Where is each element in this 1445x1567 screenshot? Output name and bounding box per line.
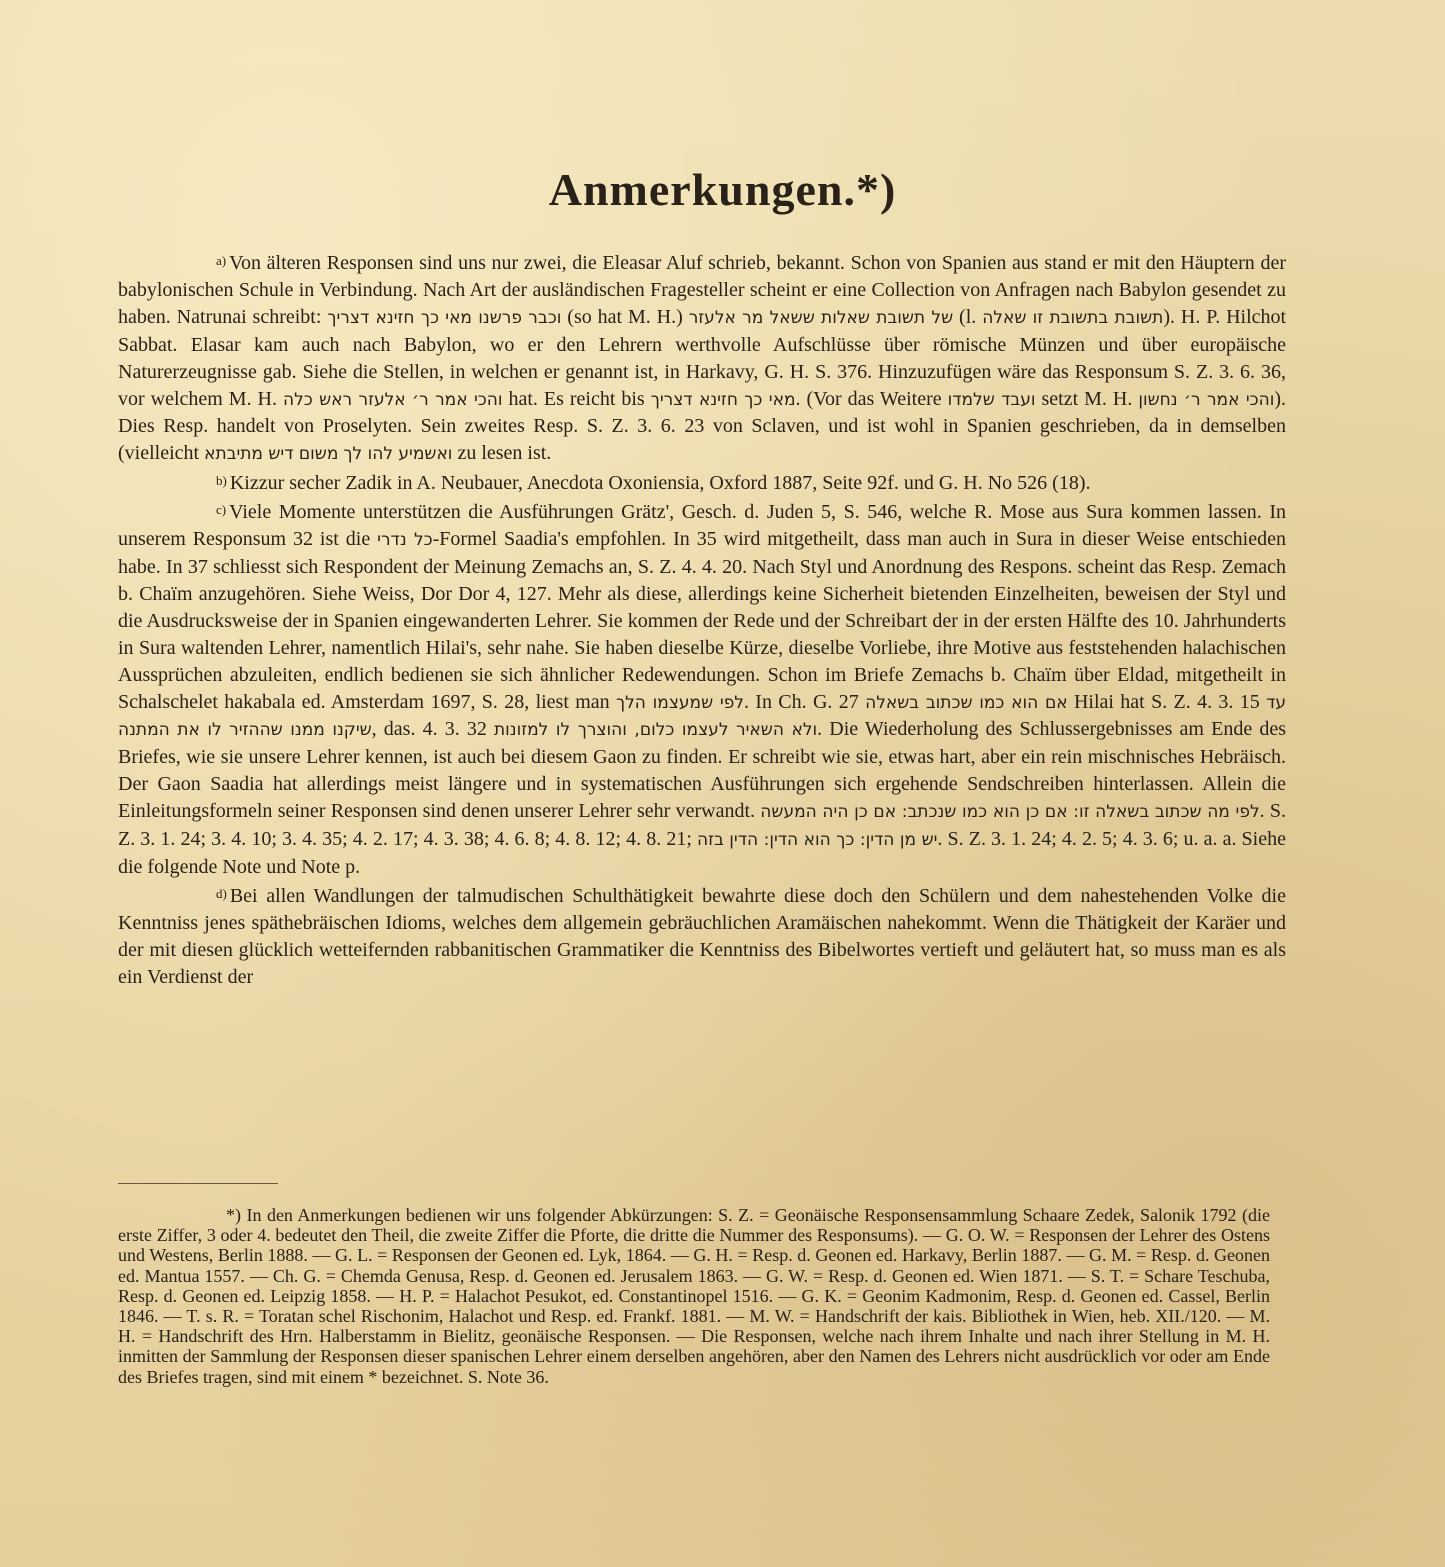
note-d [118,881,1286,991]
footnote [118,1205,1270,1387]
page-title: Anmerkungen.*) [548,163,897,215]
note-text: . In Ch. G. 27 [743,690,859,713]
hebrew-quote: וכבר פרשנו מאי כך חזינא דצריך [327,307,562,328]
note-text: Kizzur secher Zadik in A. Neubauer, Anecdota Oxoniensia, Oxford 1887, Seite 92f. und G. H. No 526 (18). [229,472,1091,495]
note-text: . S. Z. 3. 1. 24; 3. 4. 10; 3. 4. 35; 4. 2. 17; 4. 3. 38; 4. 6. 8; 4. 8. 12; 4. 8. 21; [118,800,1287,851]
note-marker: c) [216,502,227,518]
footnote-text: *) In den Anmerkungen bedienen wir uns folgender Abkürzungen: S. Z. = Geonäische Responsensammlung Schaare Zedek, Salonik 1792 (die erste Ziffer, 3 oder 4. bedeutet den Theil, die zweite Ziffer die Pforte, die dritte die Nummer des Responsums). — G. O. W. = Responsen der Lehrer des Ostens und Westens, Berlin 1888. — G. L. = Responsen der Geonen ed. Lyk, 1864. — G. H. = Resp. d. Geonen ed. Harkavy, Berlin 1887. — G. M. = Resp. d. Geonen ed. Mantua 1557. — Ch. G. = Chemda Genusa, Resp. d. Geonen ed. Jerusalem 1863. — G. W. = Resp. d. Geonen ed. Wien 1871. — S. T. = Schare Teschuba, Resp. d. Geonen ed. Leipzig 1858. — H. P. = Halachot Pesukot, ed. Constantinopel 1516. — G. K. = Geonim Kadmonim, Resp. d. Geonen ed. Cassel, Berlin 1846. — T. s. R. = Toratan schel Rischonim, Halachot und Resp. ed. Frankf. 1881. — M. W. = Handschrift der kais. Bibliothek in Wien, heb. XII./120. — M. H. = Handschrift des Hrn. Halberstamm in Bielitz, geonäische Responsen. — Die Responsen, welche nach ihrem Inhalte und nach ihrer Stellung in M. H. inmitten der Sammlung der Responsen dieser spanischen Lehrer einem derselben angehören, aber den Namen des Lehrers nicht ausdrücklich vor oder am Ende des Briefes tragen, sind mit einem * bezeichnet. S. Note 36. [118,1205,1270,1387]
note-text: Hilai hat S. Z. 4. 3. 15 [1073,690,1260,713]
note-a [118,248,1286,468]
hebrew-quote: של תשובת שאלות ששאל מר אלעזר [688,307,954,328]
footnote-divider [118,1183,278,1184]
hebrew-quote: והכי אמר ר׳ נחשון [1138,389,1275,410]
note-b [118,468,1286,497]
hebrew-quote: ועבד שלמדו [947,389,1036,410]
hebrew-quote: משום דיש מתיבתא [204,444,339,465]
hebrew-quote: יש מן הדין: כך הוא הדין: הדין בזה [696,830,938,851]
note-marker: b) [216,473,227,489]
note-text: zu lesen ist. [457,442,552,465]
hebrew-quote: ואשמיע להו לך [343,444,453,465]
hebrew-quote: תשובת בתשובת זו שאלה [982,307,1164,328]
note-text: -Formel Saadia's empfohlen. In 35 wird mitgetheilt, dass man auch in Sura in dieser Weise entschieden habe. In 37 schliesst sich Respondent der Meinung Zemachs an, S. Z. 4. 4. 20. Nach Styl und Anordnung des Respons. scheint das Resp. Zemach b. Chaïm anzugehören. Siehe Weiss, Dor Dor 4, 127. Mehr als diese, allerdings keine Sicherheit bietenden Einzelheiten, beweisen der Styl und die Ausdrucksweise der in Spanien eingewanderten Lehrer. Sie kommen der Rede und der Schreibart der in der ersten Hälfte des 10. Jahrhunderts in Sura waltenden Lehrer, namentlich Hilai's, sehr nahe. Sie haben dieselbe Kürze, dieselbe Vorliebe, ihre Motive aus feststehenden halachischen Aussprüchen abzuleiten, endlich bedienen sie sich ähnlicher Redewendungen. Schon im Briefe Zemachs b. Chaïm über Eldad, mitgetheilt in Schalschelet hakabala ed. Amsterdam 1697, S. 28, liest man [118,528,1286,713]
hebrew-quote: לפי שמעצמו הלך [616,692,744,713]
note-text: Viele Momente unterstützen die Ausführungen Grätz', Gesch. d. Juden 5, S. 546, welche R. Mose aus Sura kommen lassen. In unserem Responsum 32 ist die [118,501,1286,551]
hebrew-quote: והכי אמר ר׳ אלעזר ראש כלה [282,389,503,410]
note-text: . (Vor das Weitere [795,387,942,410]
note-marker: d) [216,885,227,901]
note-text: . Die Wiederholung des Schlussergebnisses am Ende des Briefes, wie sie unsere Lehrer kennen, ist auch bei diesem Gaon zu finden. Er schreibt wie sie, etwas hart, aber ein rein mischnisches Hebräisch. Der Gaon Saadia hat allerdings meist längere und in systematischen Ausführungen sich ergehende Sendschreiben hinterlassen. Allein die Einleitungsformeln seiner Responsen sind denen unserer Lehrer sehr verwandt. [118,718,1286,823]
hebrew-quote: כל נדרי [377,530,433,551]
note-text: setzt M. H. [1041,387,1133,410]
main-text [118,248,1286,990]
note-text: hat. Es reicht bis [508,387,645,410]
note-text: (so hat M. H.) [567,305,683,328]
note-marker: a) [216,253,227,268]
hebrew-quote: עד שיקנו ממנו שההזיר לו את המתנה [118,692,1287,741]
note-text: (l. [959,305,977,328]
note-text: ). H. P. Hilchot Sabbat. Elasar kam auch nach Babylon, wo er den Lehrern werthvolle Aufschlüsse über römische Münzen und über europäische Naturerzeugnisse gab. Siehe die Stellen, in welchen er genannt ist, in Harkavy, G. H. S. 376. Hinzuzufügen wäre das Responsum S. Z. 3. 6. 36, vor welchem M. H. [118,305,1287,410]
hebrew-quote: אם הוא כמו שכתוב בשאלה [865,692,1068,713]
note-text: , das. 4. 3. 32 [371,718,487,741]
note-text: ). Dies Resp. handelt von Proselyten. Sein zweites Resp. S. Z. 3. 6. 23 von Sclaven, und ist wohl in Spanien geschrieben, da in demselben (vielleicht [118,387,1287,465]
note-text: . S. Z. 3. 1. 24; 4. 2. 5; 4. 3. 6; u. a. a. Siehe die folgende Note und Note p. [118,828,1286,878]
note-text: Bei allen Wandlungen der talmudischen Schulthätigkeit bewahrte diese doch den Schülern und dem nahestehenden Volke die Kenntniss jenes späthebräischen Idioms, welches dem allgemein gebräuchlichen Aramäischen nahekommt. Wenn die Thätigkeit der Karäer und der mit diesen glücklich wetteifernden rabbanitischen Grammatiker die Kenntniss des Bibelwortes vertieft und geläutert hat, so muss man es als ein Verdienst der [118,884,1286,988]
hebrew-quote: לפי מה שכתוב בשאלה זו: אם כן הוא כמו שנכתב: אם כן היה המעשה [760,802,1260,823]
hebrew-quote: מאי כך חזינא דצריך [650,389,796,410]
note-c [118,497,1286,881]
note-text: Von älteren Responsen sind uns nur zwei, die Eleasar Aluf schrieb, bekannt. Schon von Spanien aus stand er mit den Häuptern der babylonischen Schule in Verbindung. Nach Art der ausländischen Fragesteller scheint er eine Collection von Anfragen nach Babylon gesendet zu haben. Natrunai schreibt: [118,252,1286,328]
hebrew-quote: ולא השאיר לעצמו כלום, והוצרך לו למזונות [494,720,818,741]
